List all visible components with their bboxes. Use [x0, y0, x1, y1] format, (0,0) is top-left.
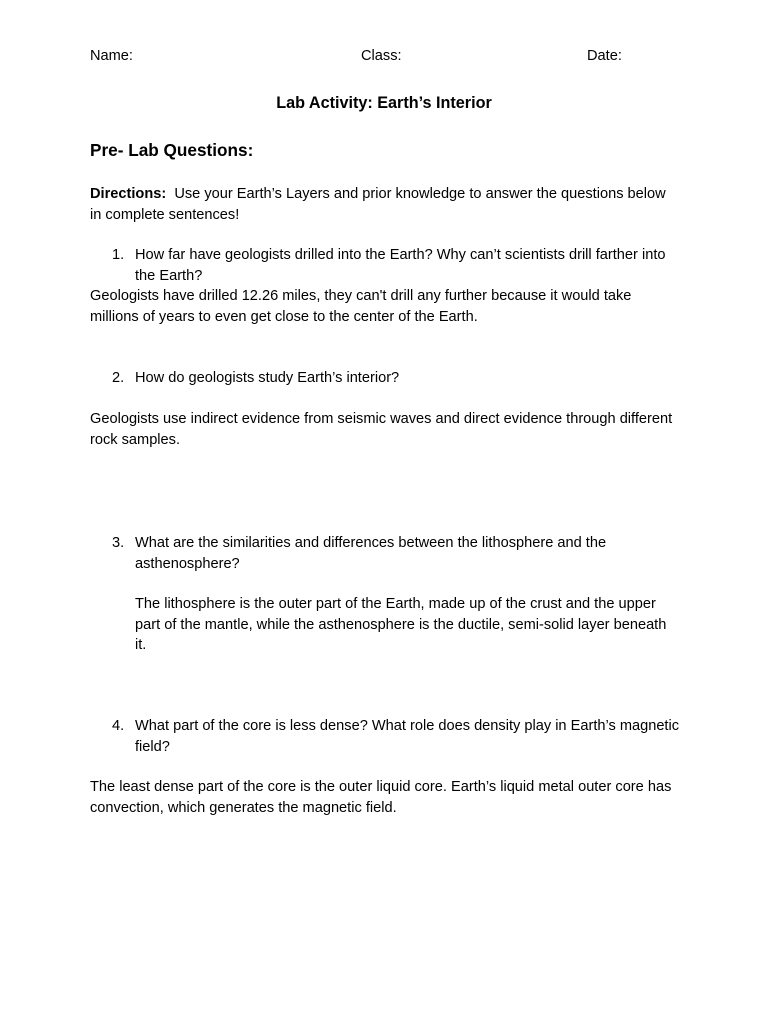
question-2	[90, 368, 680, 389]
answer-4: The least dense part of the core is the outer liquid core. Earth’s liquid metal outer core has convection, which generates the magnetic field.	[90, 779, 672, 816]
page-title: Lab Activity: Earth’s Interior	[276, 94, 492, 112]
question-1	[90, 245, 680, 286]
question-number: 2.	[112, 370, 125, 386]
answer-2: Geologists use indirect evidence from seismic waves and direct evidence through different rock samples.	[90, 411, 673, 448]
question-text: What part of the core is less dense? What role does density play in Earth’s magnetic field?	[135, 718, 680, 755]
directions-text: Use your Earth’s Layers and prior knowledge to answer the questions below in complete sentences!	[90, 186, 666, 223]
question-number: 3.	[112, 535, 125, 551]
answer-3: The lithosphere is the outer part of the Earth, made up of the crust and the upper part of the mantle, while the asthenosphere is the ductile, semi-solid layer beneath it.	[135, 596, 667, 653]
class-label: Class:	[361, 48, 402, 64]
question-4	[90, 716, 680, 757]
question-text: How far have geologists drilled into the Earth? Why can’t scientists drill farther into the Earth?	[135, 247, 666, 284]
question-number: 4.	[112, 718, 125, 734]
directions-paragraph	[90, 184, 680, 225]
directions-label: Directions:	[90, 186, 167, 202]
answer-1: Geologists have drilled 12.26 miles, they can't drill any further because it would take millions of years to even get close to the center of the Earth.	[90, 288, 632, 325]
question-text: What are the similarities and differences between the lithosphere and the asthenosphere?	[135, 535, 607, 572]
question-number: 1.	[112, 247, 125, 263]
question-text: How do geologists study Earth’s interior?	[135, 370, 400, 386]
date-label: Date:	[587, 48, 622, 64]
section-heading: Pre- Lab Questions:	[90, 140, 254, 160]
name-label: Name:	[90, 48, 133, 64]
question-3	[90, 533, 680, 574]
